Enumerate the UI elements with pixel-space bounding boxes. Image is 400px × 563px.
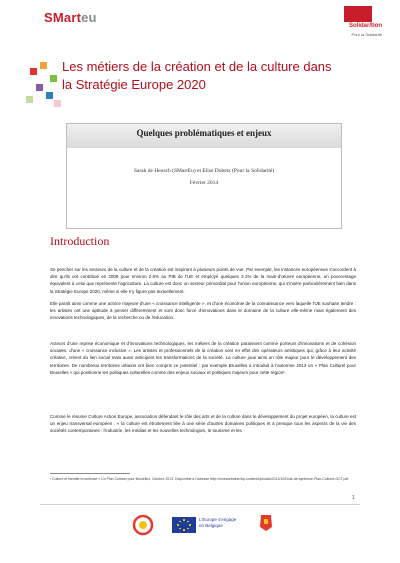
publication-date: Février 2014 (189, 180, 219, 186)
footer-divider (40, 504, 360, 505)
decorative-square (30, 68, 37, 75)
eu-tagline-line2: en Belgique (199, 523, 223, 528)
decorative-square (40, 62, 47, 69)
section-heading-introduction: Introduction (50, 234, 110, 248)
pour-la-solidarite-logo (332, 6, 382, 44)
smarteu-logo-main: SMart (44, 10, 82, 25)
smarteu-logo-suffix: eu (81, 10, 97, 25)
smarteu-logo (44, 10, 97, 25)
document-title-line1: Les métiers de la création et de la culture dans (62, 59, 332, 74)
eu-tagline-line1: L'Europe s'engage (199, 517, 237, 522)
federation-wallonie-bruxelles-logo (132, 514, 154, 536)
paragraph-4: Comme le résume Culture Action Europe, association défendant le rôle des arts et de la culture dans le développement du projet européen, la culture est un enjeu transversal européen : « la culture est étroitement liée à une série d'autres domaines politiques et à presque tous les aspects de la vie des sociétés contemporaines : l'industrie, les médias et les nouvelles technologies, le tourisme et les (50, 414, 356, 434)
authors-line: Sarah de Heusch (SMartEu) et Elise Dubetz (Pour la Solidarité) (133, 168, 275, 174)
decorative-square (26, 96, 33, 103)
decorative-square (50, 75, 57, 82)
solidarite-logo-name: Solidar/tion (349, 23, 382, 29)
solidarite-logo-mark (344, 6, 372, 22)
eu-flag-icon (172, 517, 196, 533)
document-title-line2: la Stratégie Europe 2020 (62, 77, 206, 92)
wallonia-rooster-logo (258, 513, 274, 533)
paragraph-1: Se pencher sur les secteurs de la culture et de la création est inspirant à plusieurs points de vue. Par exemple, les instances européennes s'accordent à dire qu'ils ont contribué en 2008 pour environ 2.6% au PIB de l'UE et employé quelques 3.1% de la main-d'œuvre européenne, un pourcentage équivalent à celui que représente l'agriculture. La culture est donc un secteur primordial pour l'union européenne, qui s'insère particulièrement bien dans la Stratégie Europe 2020, même si elle n'y figure pas textuellement. (50, 267, 356, 294)
decorative-square (54, 100, 61, 107)
decorative-square (36, 84, 43, 91)
eu-tagline (199, 517, 236, 529)
paragraph-2: Elle paraît ainsi comme une actrice majeure d'une « croissance intelligente », et d'une économie de la connaissance vers laquelle l'UE souhaite tendre : les artistes ont une aptitude à penser différemment et sont donc force d'innovations dans le domaine de la culture elle-même mais également des innovations technologiques, de la recherche ou de l'éducation. (50, 301, 356, 321)
footnote: ¹ Culture et identité bruxelloise « Un Plan Culturel pour Bruxelles, Octobre 2013. Disponible à l'adresse http://reseaurbaine/wp-content/uploads/2013/10/Note-de-synthese-Plan-Culturel-OCT.pdf (50, 477, 349, 481)
footnote-divider (50, 473, 130, 474)
document-title (62, 58, 372, 94)
summary-box (66, 123, 342, 229)
paragraph-3: Acteurs d'une reprise économique et d'innovations technologiques, les métiers de la création paraissent comme porteurs d'innovations et de cohésion sociales, d'une « croissance inclusive ». Les artistes et professionnels de la création sont en effet des opérateurs artistiques qui, grâce à leur activité créative, créent du lien social mais aussi anticipent les transformations de la société. La culture joue ainsi un rôle majeur pour le développement des territoires. De nombreux territoires urbains ont bien compris ce potentiel : par exemple Bruxelles a introduit à l'automne 2013 un « Plan Culturel pour Bruxelles » qui positionne les politiques culturelles comme des enjeux sociaux et politiques majeurs pour cette région¹. (50, 341, 356, 375)
summary-box-heading: Quelques problématiques et enjeux (136, 128, 272, 138)
solidarite-logo-tagline: Pour la Solidarité (351, 32, 382, 37)
decorative-square (46, 92, 53, 99)
page-number: 1 (352, 495, 355, 501)
